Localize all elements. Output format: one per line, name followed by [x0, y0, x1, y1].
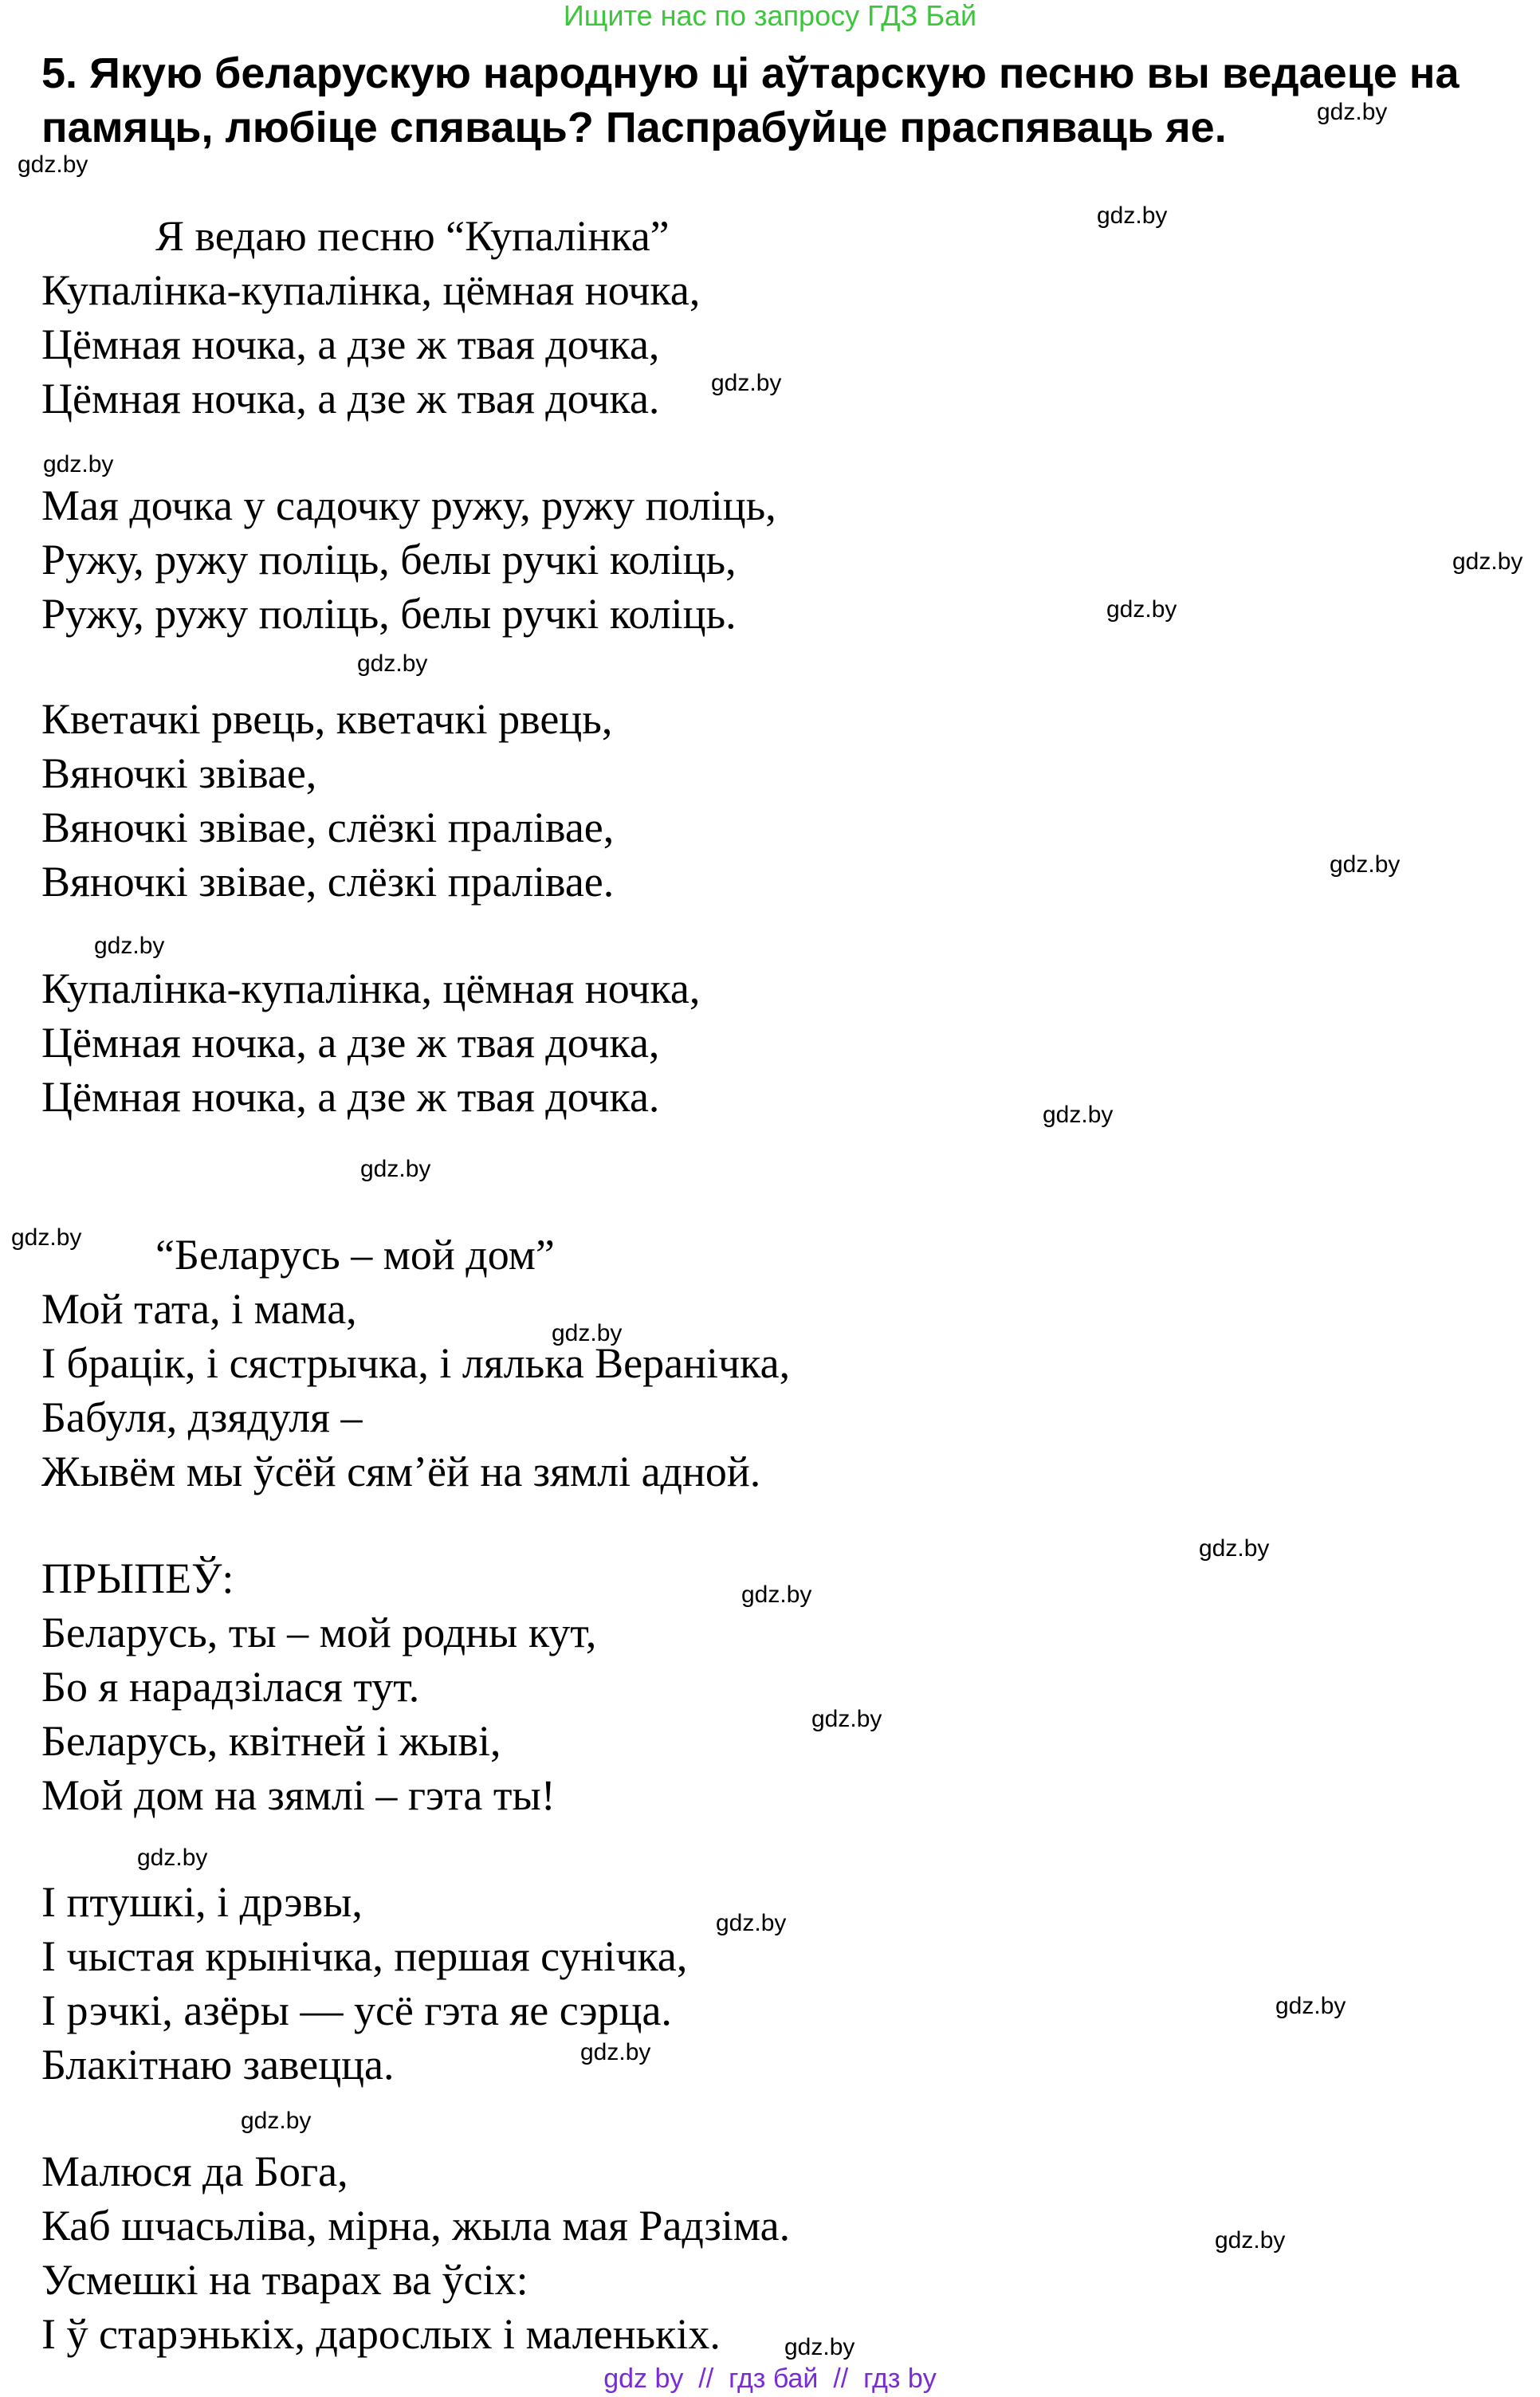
song2-verse2-line: І рэчкі, азёры — усё гэта яе сэрца. — [41, 1986, 672, 2034]
song2-title: “Беларусь – мой дом” — [155, 1231, 555, 1279]
song1-intro: Я ведаю песню “Купалінка” — [155, 212, 670, 260]
song1-verse3-line: Вяночкі звівае, — [41, 749, 317, 797]
song2-verse1-line: Жывём мы ўсёй сям’ёй на зямлі адной. — [41, 1448, 761, 1495]
song2-chorus-line: Бо я нарадзілася тут. — [41, 1663, 420, 1711]
song2-verse1-line: Мой тата, і мама, — [41, 1285, 357, 1333]
footer-links[interactable]: gdz by // гдз бай // гдз by — [603, 2364, 937, 2394]
song2-chorus-label: ПРЫПЕЎ: — [41, 1554, 234, 1602]
watermark: gdz.by — [711, 370, 782, 396]
watermark: gdz.by — [360, 1156, 431, 1182]
song2-verse2-line: Блакітнаю завецца. — [41, 2041, 395, 2089]
watermark: gdz.by — [1106, 596, 1177, 623]
song2-verse3-line: Каб шчасьліва, мірна, жыла мая Радзіма. — [41, 2202, 791, 2250]
watermark: gdz.by — [1317, 99, 1388, 125]
song1-verse1-line: Купалінка-купалінка, цёмная ночка, — [41, 266, 701, 314]
watermark: gdz.by — [1275, 1993, 1346, 2019]
watermark: gdz.by — [241, 2108, 312, 2134]
song1-verse1-line: Цёмная ночка, а дзе ж твая дочка. — [41, 375, 660, 422]
song1-verse2-line: Ружу, ружу поліць, белы ручкі коліць. — [41, 590, 737, 638]
question-text — [41, 46, 1492, 155]
watermark: gdz.by — [1097, 202, 1168, 229]
watermark: gdz.by — [1043, 1102, 1114, 1128]
watermark: gdz.by — [11, 1224, 82, 1251]
watermark: gdz.by — [357, 650, 428, 677]
song1-verse3-line: Вяночкі звівае, слёзкі пралівае. — [41, 858, 615, 906]
song2-verse3-line: Малюся да Бога, — [41, 2147, 348, 2195]
watermark: gdz.by — [716, 1910, 787, 1936]
song1-verse1-line: Цёмная ночка, а дзе ж твая дочка, — [41, 320, 660, 368]
song1-verse4-line: Купалінка-купалінка, цёмная ночка, — [41, 965, 701, 1012]
watermark: gdz.by — [741, 1582, 812, 1608]
watermark: gdz.by — [18, 151, 88, 178]
watermark: gdz.by — [811, 1706, 882, 1732]
watermark: gdz.by — [1330, 851, 1401, 878]
header-search-link[interactable]: Ищите нас по запросу ГДЗ Бай — [563, 0, 977, 32]
song2-verse3-line: Усмешкі на тварах ва ўсіх: — [41, 2256, 528, 2304]
song1-verse2-line: Мая дочка у садочку ружу, ружу поліць, — [41, 481, 776, 529]
question-line-1: 5. Якую беларускую народную ці аўтарскую песню вы ведаеце на — [41, 49, 1459, 97]
song2-verse3-line: І ў старэнькіх, дарослых і маленькіх. — [41, 2310, 721, 2358]
watermark: gdz.by — [94, 933, 165, 959]
song2-chorus-line: Беларусь, ты – мой родны кут, — [41, 1609, 597, 1656]
song2-verse1-line: І брацік, і сястрычка, і лялька Веранічка, — [41, 1339, 791, 1387]
song1-verse2-line: Ружу, ружу поліць, белы ручкі коліць, — [41, 536, 737, 584]
watermark: gdz.by — [580, 2039, 651, 2065]
song2-verse2-line: І чыстая крынічка, першая сунічка, — [41, 1932, 688, 1980]
watermark: gdz.by — [1215, 2227, 1286, 2254]
song1-verse4-line: Цёмная ночка, а дзе ж твая дочка, — [41, 1019, 660, 1067]
watermark: gdz.by — [552, 1320, 623, 1346]
song1-verse3-line: Кветачкі рвець, кветачкі рвець, — [41, 695, 613, 743]
song2-chorus-line: Беларусь, квітней і жыві, — [41, 1717, 501, 1765]
watermark: gdz.by — [1452, 548, 1523, 575]
song1-verse3-line: Вяночкі звівае, слёзкі пралівае, — [41, 804, 615, 851]
song1-verse4-line: Цёмная ночка, а дзе ж твая дочка. — [41, 1073, 660, 1121]
watermark: gdz.by — [784, 2334, 855, 2360]
song2-verse1-line: Бабуля, дзядуля – — [41, 1393, 363, 1441]
song2-chorus-line: Мой дом на зямлі – гэта ты! — [41, 1771, 556, 1819]
watermark: gdz.by — [43, 451, 114, 477]
song2-verse2-line: І птушкі, і дрэвы, — [41, 1878, 363, 1926]
watermark: gdz.by — [1199, 1535, 1270, 1562]
watermark: gdz.by — [137, 1845, 208, 1871]
question-line-2: памяць, любіце спяваць? Паспрабуйце праспяваць яе. — [41, 104, 1227, 151]
